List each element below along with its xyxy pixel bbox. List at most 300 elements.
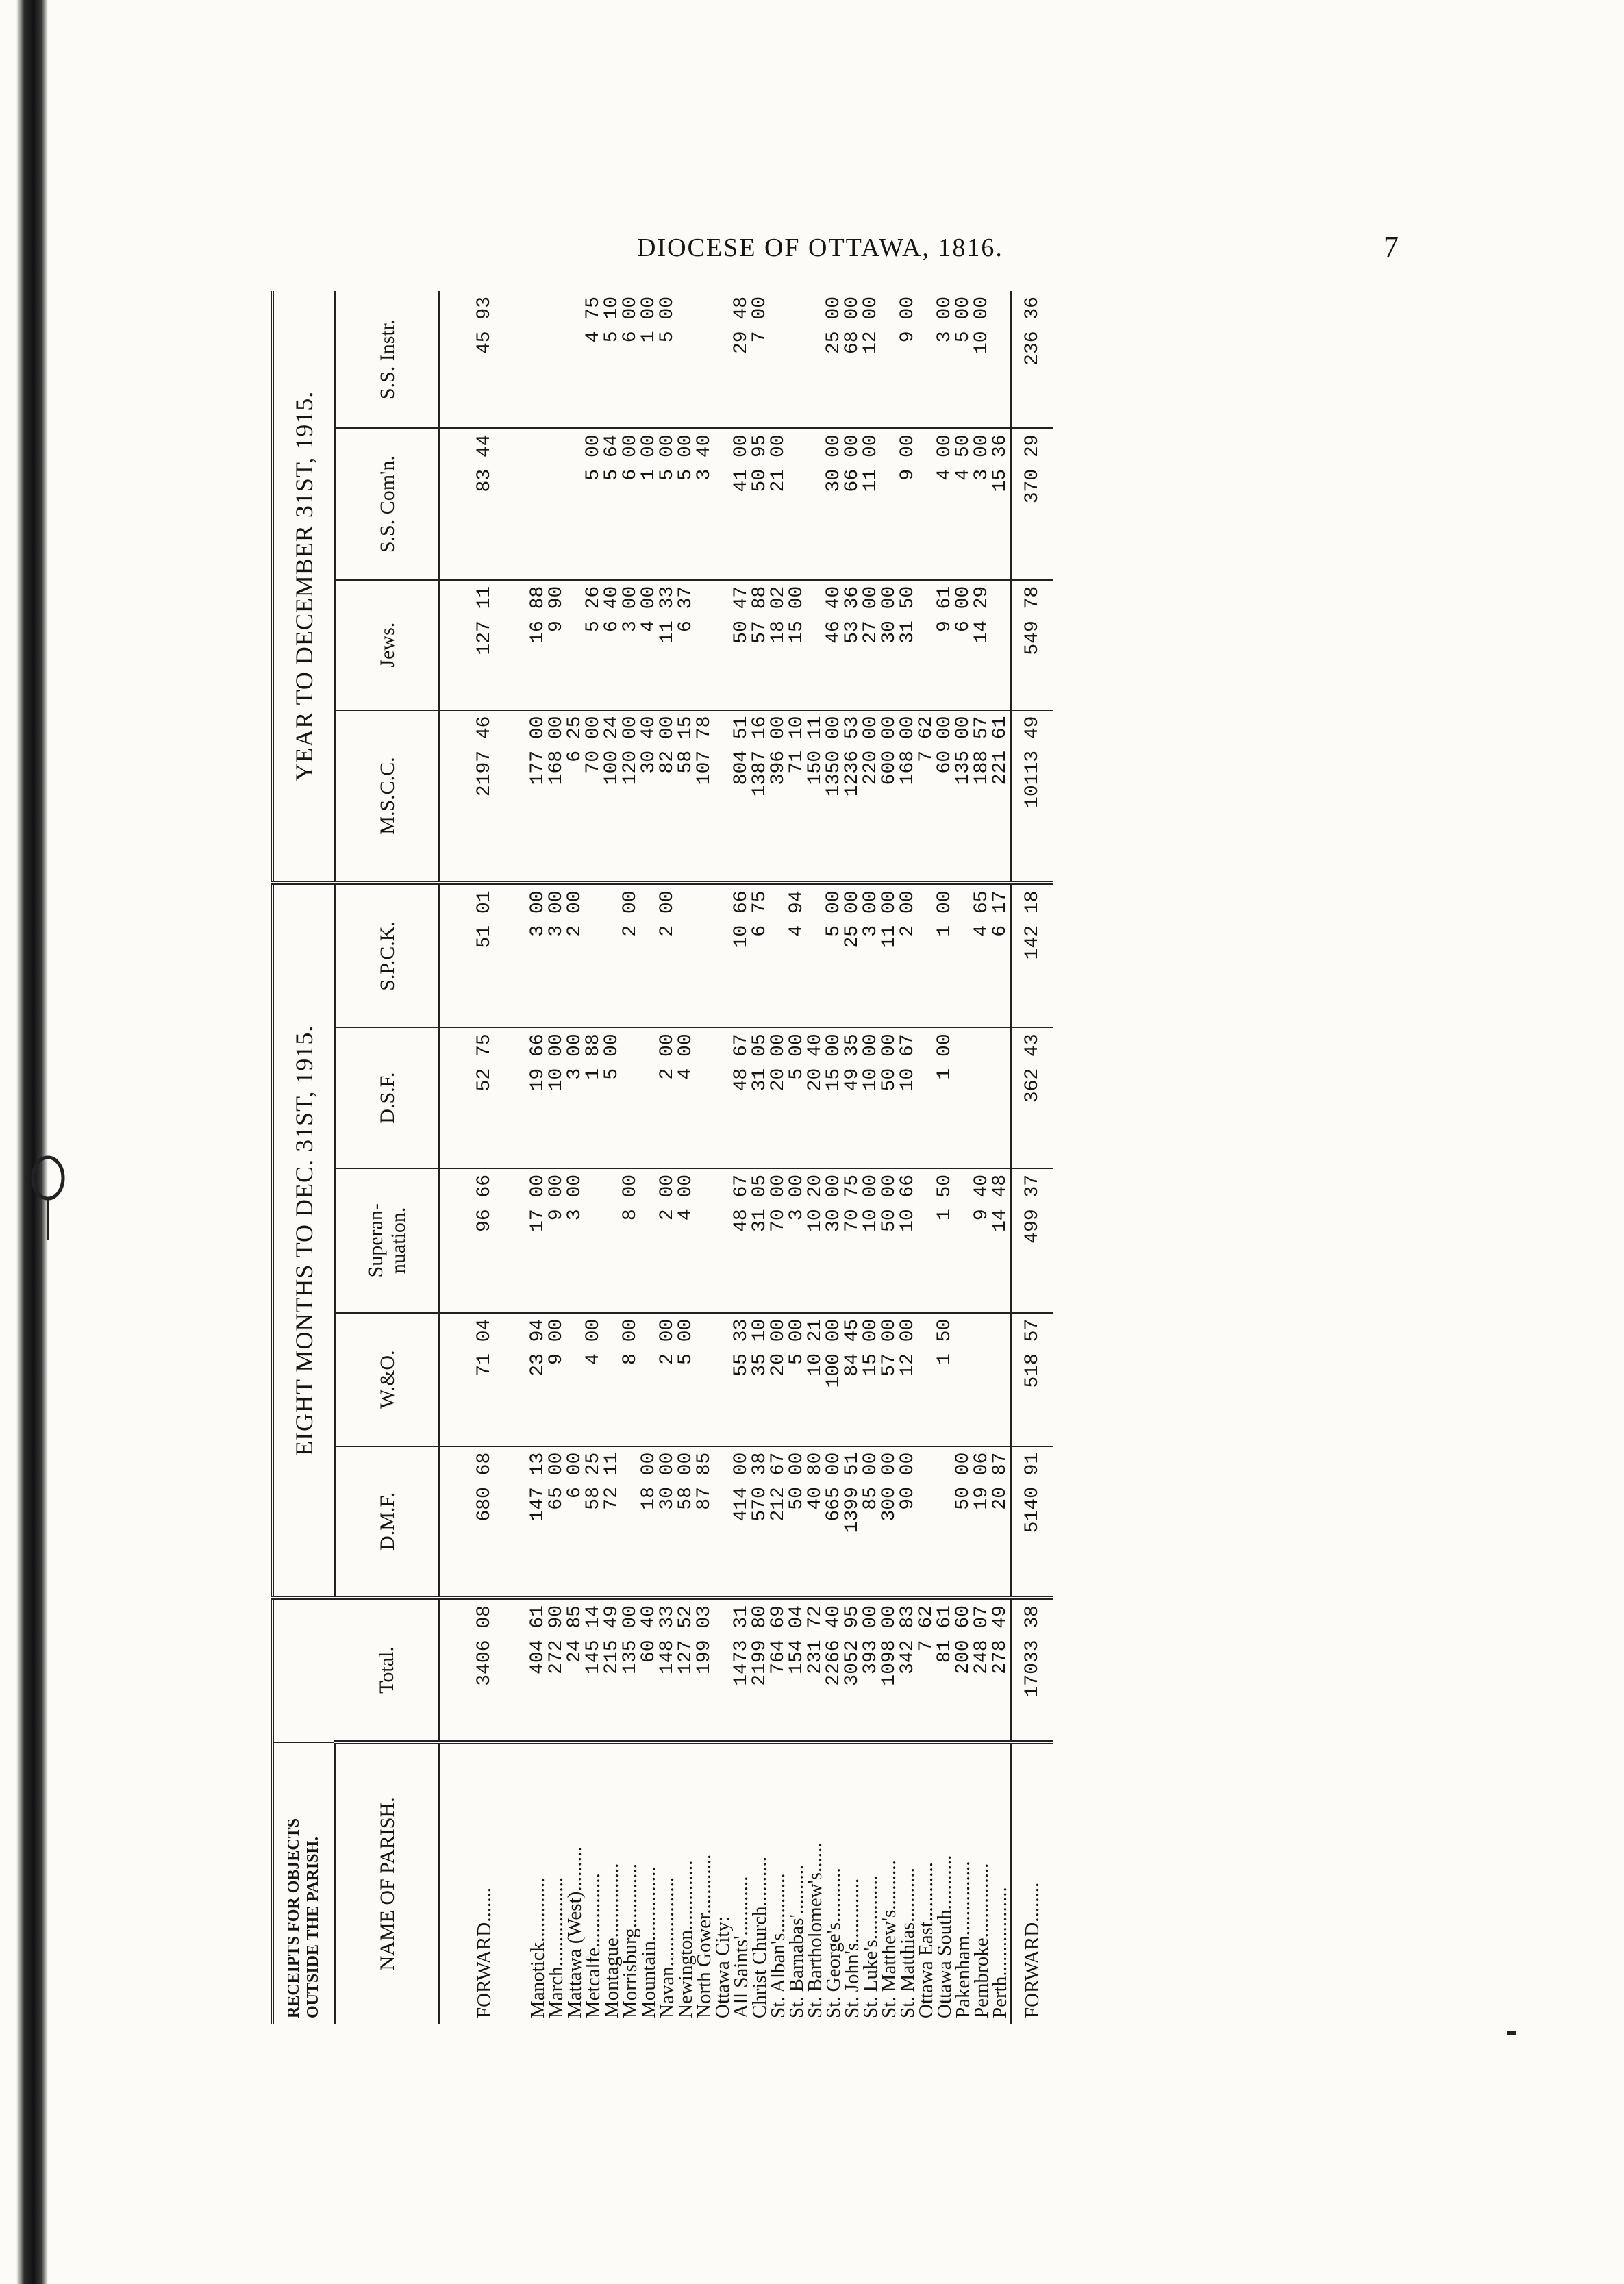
amount-cell: 7 62: [917, 1598, 936, 1742]
amount-cell: 20 00: [769, 1313, 788, 1446]
amount-cell: 3 00: [566, 1168, 584, 1313]
amount-cell: 12 00: [862, 291, 880, 428]
amount-cell: 4 00: [936, 428, 954, 579]
amount-cell: 24 85: [566, 1598, 584, 1742]
amount-cell: 145 14: [584, 1598, 603, 1742]
amount-cell: [917, 580, 936, 710]
amount-cell: [695, 1027, 714, 1168]
amount-cell: 10 20: [806, 1168, 825, 1313]
amount-cell: 221 61: [991, 710, 1011, 883]
amount-cell: [695, 1168, 714, 1313]
amount-cell: 10113 49: [1011, 710, 1053, 883]
amount-cell: 362 43: [1011, 1027, 1053, 1168]
column-header: Total.: [335, 1598, 439, 1742]
amount-cell: 18 00: [640, 1446, 658, 1598]
amount-cell: 212 67: [769, 1446, 788, 1598]
amount-cell: 414 00: [732, 1446, 751, 1598]
amount-cell: 665 00: [825, 1446, 843, 1598]
amount-cell: 3 00: [788, 1168, 806, 1313]
parish-name-cell: Ottawa South...........: [934, 1855, 955, 2018]
amount-cell: 231 72: [806, 1598, 825, 1742]
amount-cell: 55 33: [732, 1313, 751, 1446]
parish-name-cell: St. Alban's............: [767, 1873, 789, 2018]
amount-cell: 50 95: [751, 428, 769, 579]
amount-cell: 147 13: [529, 1446, 547, 1598]
parish-name-cell: Ottawa East............: [915, 1862, 937, 2018]
amount-cell: [880, 291, 899, 428]
amount-cell: 127 11: [439, 580, 529, 710]
amount-cell: 10 66: [899, 1168, 917, 1313]
amount-cell: 1 00: [640, 291, 658, 428]
amount-cell: 15 00: [825, 1027, 843, 1168]
column-header: NAME OF PARISH.: [375, 1797, 399, 1971]
amount-cell: 20 00: [769, 1027, 788, 1168]
amount-cell: [954, 1168, 973, 1313]
table-row: [899, 291, 917, 2024]
amount-cell: 3 00: [862, 883, 880, 1028]
amount-cell: 50 00: [954, 1446, 973, 1598]
amount-cell: [806, 580, 825, 710]
amount-cell: 5 00: [584, 428, 603, 579]
amount-cell: [788, 291, 806, 428]
amount-cell: 499 37: [1011, 1168, 1053, 1313]
amount-cell: 370 29: [1011, 428, 1053, 579]
amount-cell: 278 49: [991, 1598, 1011, 1742]
amount-cell: 6 17: [991, 883, 1011, 1028]
amount-cell: 3 40: [695, 428, 714, 579]
amount-cell: 2 00: [658, 1027, 677, 1168]
amount-cell: [529, 428, 547, 579]
amount-cell: [954, 1027, 973, 1168]
amount-cell: 3052 95: [843, 1598, 862, 1742]
amount-cell: [917, 1313, 936, 1446]
table-row: [714, 291, 732, 2024]
amount-cell: 1 00: [936, 1027, 954, 1168]
amount-cell: 45 93: [439, 291, 529, 428]
amount-cell: [954, 1313, 973, 1446]
amount-cell: [640, 1027, 658, 1168]
amount-cell: 30 00: [658, 1446, 677, 1598]
amount-cell: 3 00: [566, 1027, 584, 1168]
amount-cell: 19 06: [973, 1446, 991, 1598]
amount-cell: 680 68: [439, 1446, 529, 1598]
amount-cell: 3406 08: [439, 1598, 529, 1742]
amount-cell: [954, 883, 973, 1028]
amount-cell: 11 00: [862, 428, 880, 579]
amount-cell: [769, 291, 788, 428]
amount-cell: 215 49: [603, 1598, 621, 1742]
column-header: S.S. Instr.: [335, 291, 439, 428]
amount-cell: 10 00: [862, 1168, 880, 1313]
amount-cell: [603, 883, 621, 1028]
amount-cell: 65 00: [547, 1446, 566, 1598]
table-row: [439, 291, 529, 2024]
amount-cell: [566, 428, 584, 579]
column-header: S.S. Com'n.: [335, 428, 439, 579]
table-row: [991, 291, 1011, 2024]
amount-cell: [973, 1313, 991, 1446]
amount-cell: 804 51: [732, 710, 751, 883]
parish-name-cell: All Saints'............: [730, 1876, 752, 2018]
amount-cell: 2 00: [621, 883, 640, 1028]
column-header: D.M.F.: [335, 1446, 439, 1598]
parish-name-cell: FORWARD........: [1011, 1742, 1053, 2024]
amount-cell: 2197 46: [439, 710, 529, 883]
amount-cell: 30 00: [880, 580, 899, 710]
column-header: D.S.F.: [335, 1027, 439, 1168]
amount-cell: 1 00: [936, 883, 954, 1028]
stray-mark: [1507, 2031, 1516, 2035]
parish-name-cell: St. Bartholomew's......: [804, 1842, 826, 2018]
amount-cell: 3 00: [621, 580, 640, 710]
table-row: [806, 291, 825, 2024]
amount-cell: 60 00: [936, 710, 954, 883]
amount-cell: 342 83: [899, 1598, 917, 1742]
amount-cell: 549 78: [1011, 580, 1053, 710]
amount-cell: [640, 1313, 658, 1446]
amount-cell: 4 50: [954, 428, 973, 579]
amount-cell: 2 00: [658, 1313, 677, 1446]
amount-cell: [547, 428, 566, 579]
amount-cell: [917, 428, 936, 579]
amount-cell: [714, 428, 732, 579]
amount-cell: 16 88: [529, 580, 547, 710]
amount-cell: 5 26: [584, 580, 603, 710]
group-header-row: [273, 291, 336, 2024]
amount-cell: 14 29: [973, 580, 991, 710]
amount-cell: 127 52: [677, 1598, 695, 1742]
column-header: Superan-nuation.: [335, 1168, 439, 1313]
amount-cell: 3 00: [529, 883, 547, 1028]
amount-cell: 236 36: [1011, 291, 1053, 428]
binding-clip-mark: [27, 1144, 68, 1246]
amount-cell: [806, 428, 825, 579]
table-row: [603, 291, 621, 2024]
amount-cell: 6 40: [603, 580, 621, 710]
amount-cell: 84 45: [843, 1313, 862, 1446]
column-header: M.S.C.C.: [335, 710, 439, 883]
amount-cell: 9 90: [547, 580, 566, 710]
rotated-table-container: [271, 291, 1401, 2024]
parish-name-cell: Pembroke...............: [971, 1863, 992, 2018]
table-row: [566, 291, 584, 2024]
table-row: [769, 291, 788, 2024]
amount-cell: 10 00: [862, 1027, 880, 1168]
amount-cell: 570 38: [751, 1446, 769, 1598]
amount-cell: 3 00: [547, 883, 566, 1028]
amount-cell: 6 75: [751, 883, 769, 1028]
amount-cell: 5 64: [603, 428, 621, 579]
amount-cell: 68 00: [843, 291, 862, 428]
amount-cell: [806, 883, 825, 1028]
amount-cell: 5 00: [788, 1313, 806, 1446]
table-row: [547, 291, 566, 2024]
table-row: [843, 291, 862, 2024]
parish-name-cell: Montague...............: [601, 1863, 623, 2018]
amount-cell: 9 00: [899, 428, 917, 579]
amount-cell: 50 47: [732, 580, 751, 710]
table-row: [880, 291, 899, 2024]
amount-cell: [714, 1313, 732, 1446]
amount-cell: 53 36: [843, 580, 862, 710]
column-header-row: [335, 291, 439, 2024]
amount-cell: 35 10: [751, 1313, 769, 1446]
amount-cell: 27 00: [862, 580, 880, 710]
amount-cell: 2266 40: [825, 1598, 843, 1742]
amount-cell: 20 40: [806, 1027, 825, 1168]
amount-cell: 87 85: [695, 1446, 714, 1598]
amount-cell: [547, 291, 566, 428]
amount-cell: 82 00: [658, 710, 677, 883]
amount-cell: 4 00: [677, 1168, 695, 1313]
parish-name-cell: St. Barnabas'..........: [786, 1864, 808, 2018]
amount-cell: 71 10: [788, 710, 806, 883]
group-eight-months: EIGHT MONTHS TO DEC. 31ST, 1915.: [273, 883, 336, 1598]
amount-cell: 14 48: [991, 1168, 1011, 1313]
amount-cell: 7 62: [917, 710, 936, 883]
amount-cell: [917, 883, 936, 1028]
table-row: [973, 291, 991, 2024]
amount-cell: 100 00: [825, 1313, 843, 1446]
amount-cell: [603, 1313, 621, 1446]
amount-cell: 23 94: [529, 1313, 547, 1446]
column-header: Jews.: [335, 580, 439, 710]
amount-cell: [640, 1168, 658, 1313]
table-row: [695, 291, 714, 2024]
amount-cell: 154 04: [788, 1598, 806, 1742]
amount-cell: 168 00: [547, 710, 566, 883]
amount-cell: 5 00: [825, 883, 843, 1028]
amount-cell: 29 48: [732, 291, 751, 428]
parish-name-cell: Pakenham...............: [952, 1861, 974, 2018]
amount-cell: [695, 580, 714, 710]
amount-cell: 49 35: [843, 1027, 862, 1168]
table-row: [640, 291, 658, 2024]
amount-cell: [621, 1446, 640, 1598]
amount-cell: 177 00: [529, 710, 547, 883]
receipts-table: [271, 291, 1053, 2024]
amount-cell: [677, 291, 695, 428]
amount-cell: 71 04: [439, 1313, 529, 1446]
amount-cell: 96 66: [439, 1168, 529, 1313]
amount-cell: 9 00: [547, 1168, 566, 1313]
table-row: [529, 291, 547, 2024]
amount-cell: 15 00: [788, 580, 806, 710]
amount-cell: 31 50: [899, 580, 917, 710]
amount-cell: [695, 1313, 714, 1446]
amount-cell: 20 87: [991, 1446, 1011, 1598]
parish-name-cell: St. George's...........: [823, 1868, 845, 2018]
amount-cell: 21 00: [769, 428, 788, 579]
amount-cell: 148 33: [658, 1598, 677, 1742]
amount-cell: [584, 1168, 603, 1313]
amount-cell: 18 02: [769, 580, 788, 710]
amount-cell: 5 00: [658, 291, 677, 428]
parish-name-cell: North Gower............: [693, 1854, 715, 2018]
amount-cell: 70 00: [584, 710, 603, 883]
amount-cell: 9 00: [899, 291, 917, 428]
amount-cell: 58 00: [677, 1446, 695, 1598]
parish-name-cell: St. Matthew's..........: [878, 1860, 900, 2018]
amount-cell: 6 25: [566, 710, 584, 883]
amount-cell: 107 78: [695, 710, 714, 883]
amount-cell: 135 00: [954, 710, 973, 883]
table-row: [621, 291, 640, 2024]
amount-cell: [714, 710, 732, 883]
amount-cell: [603, 1168, 621, 1313]
amount-cell: 11 00: [880, 883, 899, 1028]
table-row: [825, 291, 843, 2024]
parish-name-cell: Christ Church..........: [749, 1856, 771, 2018]
amount-cell: 1 50: [936, 1313, 954, 1446]
amount-cell: 9 61: [936, 580, 954, 710]
table-row: [584, 291, 603, 2024]
amount-cell: 17 00: [529, 1168, 547, 1313]
group-year: YEAR TO DECEMBER 31ST, 1915.: [273, 291, 336, 883]
parish-name-cell: Ottawa City:: [712, 1916, 734, 2018]
amount-cell: 5 10: [603, 291, 621, 428]
amount-cell: 58 15: [677, 710, 695, 883]
amount-cell: 2 00: [658, 1168, 677, 1313]
amount-cell: 518 57: [1011, 1313, 1053, 1446]
amount-cell: 70 75: [843, 1168, 862, 1313]
amount-cell: 6 00: [621, 291, 640, 428]
amount-cell: 57 00: [880, 1313, 899, 1446]
amount-cell: 4 00: [584, 1313, 603, 1446]
parish-name-cell: FORWARD.......: [473, 1887, 495, 2018]
amount-cell: 100 24: [603, 710, 621, 883]
amount-cell: 1350 00: [825, 710, 843, 883]
amount-cell: 4 00: [640, 580, 658, 710]
amount-cell: 5 00: [658, 428, 677, 579]
amount-cell: [769, 883, 788, 1028]
amount-cell: 1 00: [640, 428, 658, 579]
amount-cell: 2 00: [899, 883, 917, 1028]
amount-cell: 40 80: [806, 1446, 825, 1598]
amount-cell: [880, 428, 899, 579]
amount-cell: 48 67: [732, 1027, 751, 1168]
amount-cell: 7 00: [751, 291, 769, 428]
parish-name-cell: St. Matthias...........: [897, 1868, 919, 2018]
amount-cell: 6 37: [677, 580, 695, 710]
table-row: [862, 291, 880, 2024]
amount-cell: 150 11: [806, 710, 825, 883]
amount-cell: [991, 291, 1011, 428]
amount-cell: 5 00: [677, 1313, 695, 1446]
amount-cell: 2 00: [566, 883, 584, 1028]
amount-cell: 51 01: [439, 883, 529, 1028]
table-row: [917, 291, 936, 2024]
amount-cell: 1399 51: [843, 1446, 862, 1598]
amount-cell: [991, 580, 1011, 710]
corner-label: RECEIPTS FOR OBJECTS OUTSIDE THE PARISH.: [273, 1742, 336, 2024]
amount-cell: 50 00: [788, 1446, 806, 1598]
amount-cell: 90 00: [899, 1446, 917, 1598]
amount-cell: 83 44: [439, 428, 529, 579]
amount-cell: 168 00: [899, 710, 917, 883]
amount-cell: 4 00: [677, 1027, 695, 1168]
amount-cell: 9 00: [547, 1313, 566, 1446]
amount-cell: 1 50: [936, 1168, 954, 1313]
amount-cell: 30 00: [825, 1168, 843, 1313]
amount-cell: 57 88: [751, 580, 769, 710]
amount-cell: 5 00: [788, 1027, 806, 1168]
table-row: [677, 291, 695, 2024]
amount-cell: 10 00: [973, 291, 991, 428]
column-header: S.P.C.K.: [335, 883, 439, 1028]
amount-cell: 60 40: [640, 1598, 658, 1742]
table-row: [751, 291, 769, 2024]
amount-cell: [714, 883, 732, 1028]
amount-cell: 41 00: [732, 428, 751, 579]
amount-cell: 9 40: [973, 1168, 991, 1313]
amount-cell: [566, 580, 584, 710]
amount-cell: 272 90: [547, 1598, 566, 1742]
amount-cell: [714, 1446, 732, 1598]
amount-cell: 2 00: [658, 883, 677, 1028]
amount-cell: 6 00: [621, 428, 640, 579]
amount-cell: 188 57: [973, 710, 991, 883]
parish-name-cell: Perth..................: [989, 1887, 1011, 2018]
amount-cell: 12 00: [899, 1313, 917, 1446]
amount-cell: 6 00: [566, 1446, 584, 1598]
amount-cell: 404 61: [529, 1598, 547, 1742]
amount-cell: [584, 883, 603, 1028]
amount-cell: 10 00: [547, 1027, 566, 1168]
amount-cell: 19 66: [529, 1027, 547, 1168]
table-row: [954, 291, 973, 2024]
amount-cell: 3 00: [973, 428, 991, 579]
amount-cell: 31 05: [751, 1027, 769, 1168]
amount-cell: 764 69: [769, 1598, 788, 1742]
amount-cell: 52 75: [439, 1027, 529, 1168]
amount-cell: 15 36: [991, 428, 1011, 579]
amount-cell: 17033 38: [1011, 1598, 1053, 1742]
amount-cell: 46 40: [825, 580, 843, 710]
parish-name-cell: Mattawa (West).........: [564, 1846, 586, 2018]
parish-name-cell: Mountain...............: [638, 1866, 660, 2018]
amount-cell: 70 00: [769, 1168, 788, 1313]
amount-cell: 1 88: [584, 1027, 603, 1168]
running-header: DIOCESE OF OTTAWA, 1816.: [637, 234, 1003, 262]
amount-cell: 393 00: [862, 1598, 880, 1742]
amount-cell: [714, 1027, 732, 1168]
amount-cell: 81 61: [936, 1598, 954, 1742]
book-spine-shadow: [16, 0, 48, 2284]
amount-cell: 10 21: [806, 1313, 825, 1446]
table-row: [1011, 291, 1053, 2024]
amount-cell: 5 00: [677, 428, 695, 579]
amount-cell: [566, 1313, 584, 1446]
amount-cell: 5140 91: [1011, 1446, 1053, 1598]
parish-name-cell: St. Luke's.............: [860, 1874, 882, 2018]
page-number: 7: [1384, 230, 1399, 264]
table-row: [936, 291, 954, 2024]
amount-cell: [917, 291, 936, 428]
amount-cell: 72 11: [603, 1446, 621, 1598]
parish-name-cell: Navan..................: [656, 1877, 678, 2018]
amount-cell: [917, 1168, 936, 1313]
amount-cell: 4 94: [788, 883, 806, 1028]
amount-cell: 120 00: [621, 710, 640, 883]
amount-cell: 135 00: [621, 1598, 640, 1742]
amount-cell: 6 00: [954, 580, 973, 710]
amount-cell: [714, 1168, 732, 1313]
amount-cell: [621, 1027, 640, 1168]
amount-cell: 3 00: [936, 291, 954, 428]
amount-cell: 1387 16: [751, 710, 769, 883]
amount-cell: 2199 80: [751, 1598, 769, 1742]
